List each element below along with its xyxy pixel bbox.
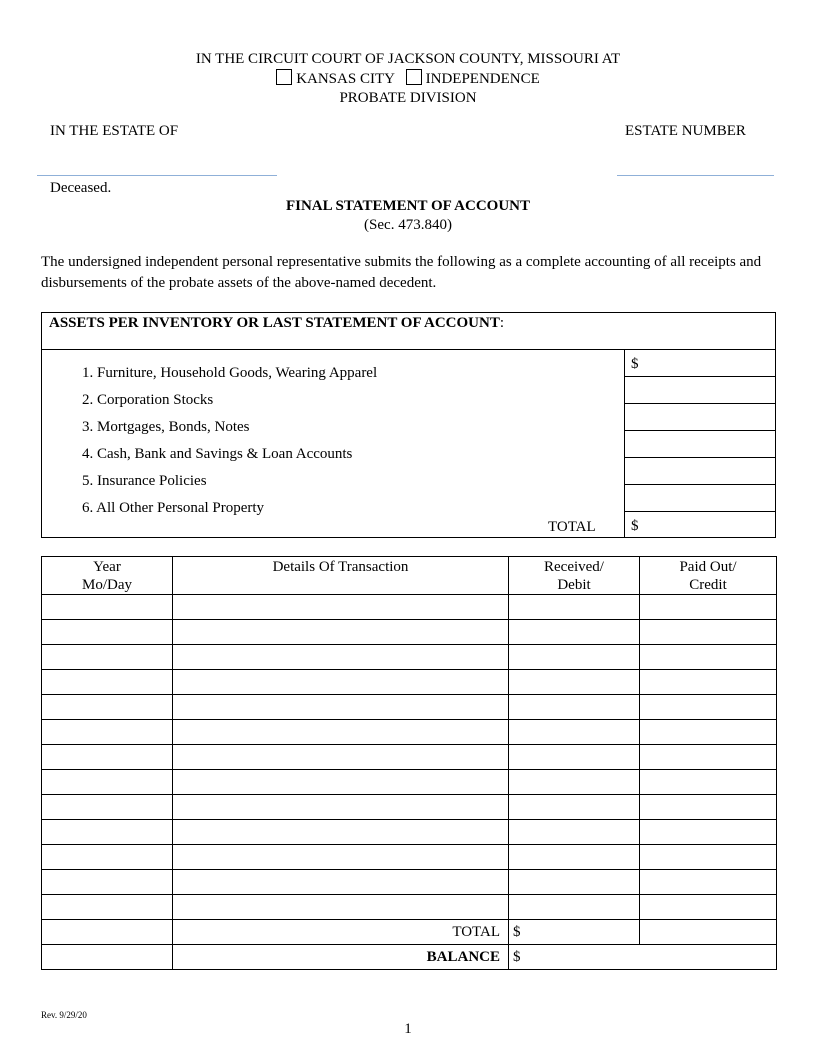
table-row <box>42 645 777 670</box>
transactions-total-paid[interactable] <box>640 920 777 945</box>
transaction-details-cell[interactable] <box>173 745 509 770</box>
transaction-date-cell[interactable] <box>42 845 173 870</box>
transaction-details-cell[interactable] <box>173 820 509 845</box>
asset-item-furniture: 1. Furniture, Household Goods, Wearing Apparel <box>82 365 378 381</box>
transaction-details-cell[interactable] <box>173 645 509 670</box>
column-header-details-line1: Details Of Transaction <box>272 559 409 575</box>
transactions-total-received[interactable] <box>509 920 640 945</box>
asset-total-amount[interactable] <box>624 512 776 537</box>
asset-amount-4[interactable] <box>624 431 776 458</box>
balance-label: BALANCE <box>173 945 509 970</box>
asset-item-insurance: 5. Insurance Policies <box>82 473 207 489</box>
transaction-date-cell[interactable] <box>42 795 173 820</box>
transaction-received-cell[interactable] <box>509 620 640 645</box>
court-header <box>0 50 816 108</box>
asset-item-other: 6. All Other Personal Property <box>82 500 265 516</box>
page-number: 1 <box>404 1021 412 1037</box>
transaction-details-cell[interactable] <box>173 770 509 795</box>
table-row <box>42 745 777 770</box>
transaction-received-cell[interactable] <box>509 745 640 770</box>
transaction-details-cell[interactable] <box>173 620 509 645</box>
transactions-header-row <box>42 557 777 595</box>
assets-heading-row <box>42 313 775 350</box>
transaction-received-cell[interactable] <box>509 820 640 845</box>
revision-label: Rev. 9/29/20 <box>41 1010 87 1020</box>
asset-amount-2[interactable] <box>624 377 776 404</box>
transactions-table <box>41 556 777 970</box>
transaction-date-cell[interactable] <box>42 745 173 770</box>
transaction-date-cell[interactable] <box>42 645 173 670</box>
column-header-paid-line1: Paid Out/ <box>679 559 737 575</box>
transaction-received-cell[interactable] <box>509 720 640 745</box>
transaction-details-cell[interactable] <box>173 895 509 920</box>
asset-item-cash: 4. Cash, Bank and Savings & Loan Accounts <box>82 446 353 462</box>
asset-amount-5[interactable] <box>624 458 776 485</box>
transaction-paid-cell[interactable] <box>640 795 777 820</box>
transaction-date-cell[interactable] <box>42 695 173 720</box>
transactions-body <box>42 595 777 970</box>
kansas-city-label: KANSAS CITY <box>296 71 395 87</box>
table-row <box>42 595 777 620</box>
asset-currency: $ <box>631 356 639 372</box>
assets-heading: ASSETS PER INVENTORY OR LAST STATEMENT OF ACCOUNT <box>49 315 500 331</box>
transaction-date-cell[interactable] <box>42 620 173 645</box>
transactions-total-currency: $ <box>513 923 521 940</box>
estate-number-label: ESTATE NUMBER <box>625 123 746 139</box>
transaction-received-cell[interactable] <box>509 595 640 620</box>
transaction-paid-cell[interactable] <box>640 595 777 620</box>
asset-amount-3[interactable] <box>624 404 776 431</box>
transaction-details-cell[interactable] <box>173 795 509 820</box>
statute-reference: (Sec. 473.840) <box>364 217 452 233</box>
asset-item-stocks: 2. Corporation Stocks <box>82 392 214 408</box>
division-label: PROBATE DIVISION <box>339 90 477 106</box>
asset-total-currency: $ <box>631 518 639 534</box>
transaction-paid-cell[interactable] <box>640 720 777 745</box>
transaction-details-cell[interactable] <box>173 845 509 870</box>
balance-amount[interactable] <box>509 945 777 970</box>
transactions-balance-row <box>42 945 777 970</box>
transaction-received-cell[interactable] <box>509 770 640 795</box>
estate-name-field[interactable] <box>37 175 277 176</box>
kansas-city-checkbox[interactable] <box>276 69 292 85</box>
document-title-block <box>0 197 816 235</box>
transaction-paid-cell[interactable] <box>640 670 777 695</box>
column-header-date <box>42 557 173 595</box>
transaction-date-cell[interactable] <box>42 820 173 845</box>
transaction-paid-cell[interactable] <box>640 620 777 645</box>
total-row-date-cell <box>42 920 173 945</box>
balance-row-date-cell <box>42 945 173 970</box>
transactions-total-label: TOTAL <box>173 920 509 945</box>
transaction-received-cell[interactable] <box>509 845 640 870</box>
transaction-date-cell[interactable] <box>42 870 173 895</box>
intro-paragraph: The undersigned independent personal representative submits the following as a complete accounting of all receipts and disbursements of the probate assets of the above-named decedent. <box>41 254 762 291</box>
asset-amount-6[interactable] <box>624 485 776 512</box>
asset-items <box>82 360 377 522</box>
asset-total-label: TOTAL <box>548 519 596 535</box>
column-header-paid-line2: Credit <box>689 577 727 593</box>
column-header-date-line1: Year <box>93 559 121 575</box>
transaction-date-cell[interactable] <box>42 770 173 795</box>
independence-label: INDEPENDENCE <box>425 71 540 87</box>
estate-of-label: IN THE ESTATE OF <box>50 123 179 139</box>
document-title: FINAL STATEMENT OF ACCOUNT <box>285 198 531 214</box>
column-header-received-line1: Received/ <box>544 559 604 575</box>
transaction-paid-cell[interactable] <box>640 895 777 920</box>
transaction-date-cell[interactable] <box>42 895 173 920</box>
asset-item-mortgages: 3. Mortgages, Bonds, Notes <box>82 419 250 435</box>
transaction-paid-cell[interactable] <box>640 845 777 870</box>
transaction-received-cell[interactable] <box>509 695 640 720</box>
court-line: IN THE CIRCUIT COURT OF JACKSON COUNTY, MISSOURI AT <box>195 51 621 67</box>
table-row <box>42 770 777 795</box>
deceased-label: Deceased. <box>50 180 112 196</box>
assets-heading-colon: : <box>499 315 504 331</box>
table-row <box>42 620 777 645</box>
transaction-date-cell[interactable] <box>42 595 173 620</box>
column-header-details <box>173 557 509 595</box>
transaction-received-cell[interactable] <box>509 645 640 670</box>
transaction-details-cell[interactable] <box>173 720 509 745</box>
transaction-details-cell[interactable] <box>173 595 509 620</box>
transaction-date-cell[interactable] <box>42 720 173 745</box>
transaction-details-cell[interactable] <box>173 670 509 695</box>
transaction-paid-cell[interactable] <box>640 645 777 670</box>
transaction-details-cell[interactable] <box>173 870 509 895</box>
table-row <box>42 670 777 695</box>
transaction-paid-cell[interactable] <box>640 870 777 895</box>
transactions-total-row <box>42 920 777 945</box>
column-header-paid <box>640 557 777 595</box>
location-options <box>0 69 816 89</box>
column-header-date-line2: Mo/Day <box>82 577 132 593</box>
transaction-received-cell[interactable] <box>509 670 640 695</box>
transaction-received-cell[interactable] <box>509 795 640 820</box>
transaction-paid-cell[interactable] <box>640 745 777 770</box>
transaction-received-cell[interactable] <box>509 895 640 920</box>
table-row <box>42 795 777 820</box>
table-row <box>42 895 777 920</box>
table-row <box>42 845 777 870</box>
transaction-paid-cell[interactable] <box>640 770 777 795</box>
assets-box <box>41 312 776 538</box>
transaction-paid-cell[interactable] <box>640 695 777 720</box>
transaction-details-cell[interactable] <box>173 695 509 720</box>
estate-number-field[interactable] <box>617 175 774 176</box>
independence-checkbox[interactable] <box>406 69 422 85</box>
asset-amount-1[interactable] <box>624 350 776 377</box>
column-header-received-line2: Debit <box>557 577 591 593</box>
column-header-received <box>509 557 640 595</box>
transaction-received-cell[interactable] <box>509 870 640 895</box>
transaction-paid-cell[interactable] <box>640 820 777 845</box>
table-row <box>42 695 777 720</box>
table-row <box>42 870 777 895</box>
transaction-date-cell[interactable] <box>42 670 173 695</box>
table-row <box>42 720 777 745</box>
balance-currency: $ <box>513 948 521 965</box>
table-row <box>42 820 777 845</box>
